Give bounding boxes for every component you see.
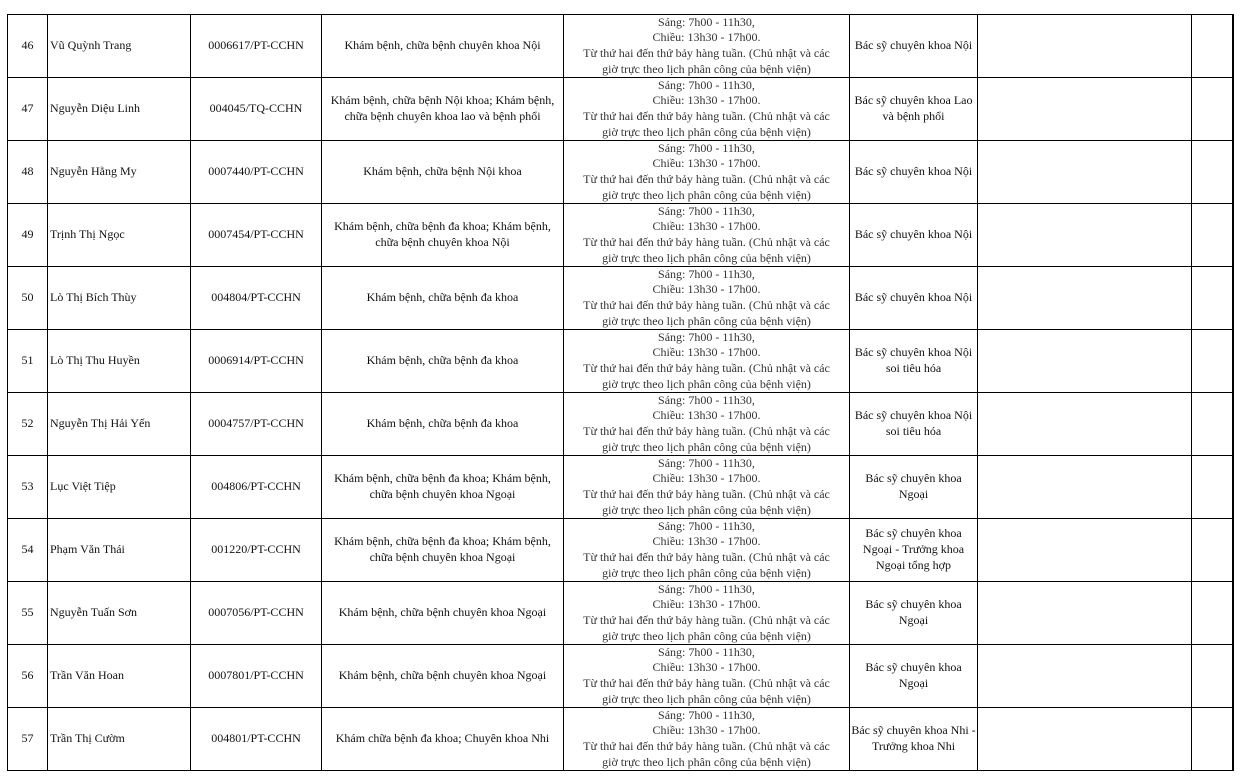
working-hours-line: Sáng: 7h00 - 11h30, (658, 456, 755, 470)
working-hours-line: giờ trực theo lịch phân công của bệnh viện) (602, 376, 811, 391)
working-hours-line: Chiều: 13h30 - 17h00. (652, 471, 761, 486)
practice-scope-cell: Khám bệnh, chữa bệnh đa khoa (322, 267, 564, 330)
empty-cell (978, 393, 1192, 456)
empty-cell (1192, 204, 1233, 267)
working-hours-line: Sáng: 7h00 - 11h30, (658, 330, 755, 344)
working-hours-line: Chiều: 13h30 - 17h00. (652, 723, 761, 738)
working-hours-line: Sáng: 7h00 - 11h30, (658, 78, 755, 92)
certificate-number-cell: 0007454/PT-CCHN (191, 204, 322, 267)
empty-cell (1192, 330, 1233, 393)
working-hours-line: Từ thứ hai đến thứ bảy hàng tuần. (Chủ nhật và các (583, 109, 830, 123)
row-number-cell: 55 (8, 582, 48, 645)
empty-cell (1192, 78, 1233, 141)
practice-scope-cell: Khám bệnh, chữa bệnh Nội khoa; Khám bệnh, chữa bệnh chuyên khoa lao và bệnh phổi (322, 78, 564, 141)
working-hours-line: Chiều: 13h30 - 17h00. (652, 156, 761, 171)
position-cell: Bác sỹ chuyên khoa Nội (850, 15, 978, 78)
working-hours-lines (565, 204, 848, 266)
working-hours-line: Từ thứ hai đến thứ bảy hàng tuần. (Chủ nhật và các (583, 676, 830, 690)
working-hours-cell (564, 582, 850, 645)
certificate-number-cell: 0007056/PT-CCHN (191, 582, 322, 645)
working-hours-lines (565, 267, 848, 329)
empty-cell (978, 78, 1192, 141)
empty-cell (1192, 645, 1233, 708)
table-row (8, 330, 1233, 393)
practice-scope-cell: Khám bệnh, chữa bệnh đa khoa; Khám bệnh, chữa bệnh chuyên khoa Ngoại (322, 519, 564, 582)
practice-scope-cell: Khám bệnh, chữa bệnh đa khoa (322, 330, 564, 393)
working-hours-cell (564, 393, 850, 456)
practitioner-name-cell: Trần Thị Cườm (48, 708, 191, 771)
practitioner-name-cell: Lò Thị Thu Huyền (48, 330, 191, 393)
practitioner-name-cell: Trịnh Thị Ngọc (48, 204, 191, 267)
working-hours-line: Sáng: 7h00 - 11h30, (658, 393, 755, 407)
row-number-cell: 54 (8, 519, 48, 582)
empty-cell (1192, 393, 1233, 456)
working-hours-line: Chiều: 13h30 - 17h00. (652, 345, 761, 360)
working-hours-cell (564, 456, 850, 519)
empty-cell (1192, 141, 1233, 204)
table-row (8, 78, 1233, 141)
table-row (8, 141, 1233, 204)
working-hours-line: Từ thứ hai đến thứ bảy hàng tuần. (Chủ nhật và các (583, 487, 830, 501)
working-hours-line: Chiều: 13h30 - 17h00. (652, 282, 761, 297)
working-hours-line: Sáng: 7h00 - 11h30, (658, 519, 755, 533)
practitioner-name-cell: Trần Văn Hoan (48, 645, 191, 708)
practitioner-name-cell: Lò Thị Bích Thùy (48, 267, 191, 330)
working-hours-line: Từ thứ hai đến thứ bảy hàng tuần. (Chủ nhật và các (583, 550, 830, 564)
row-number-cell: 52 (8, 393, 48, 456)
working-hours-lines (565, 456, 848, 518)
working-hours-line: giờ trực theo lịch phân công của bệnh viện) (602, 313, 811, 328)
working-hours-lines (565, 519, 848, 581)
working-hours-lines (565, 141, 848, 203)
position-cell: Bác sỹ chuyên khoa Ngoại - Trưởng khoa Ngoại tổng hợp (850, 519, 978, 582)
working-hours-line: giờ trực theo lịch phân công của bệnh viện) (602, 439, 811, 454)
working-hours-cell (564, 645, 850, 708)
working-hours-lines (565, 330, 848, 392)
empty-cell (1192, 267, 1233, 330)
working-hours-line: Từ thứ hai đến thứ bảy hàng tuần. (Chủ nhật và các (583, 298, 830, 312)
working-hours-line: Chiều: 13h30 - 17h00. (652, 660, 761, 675)
working-hours-line: Sáng: 7h00 - 11h30, (658, 708, 755, 722)
row-number-cell: 48 (8, 141, 48, 204)
working-hours-line: Từ thứ hai đến thứ bảy hàng tuần. (Chủ nhật và các (583, 739, 830, 753)
empty-cell (1192, 519, 1233, 582)
working-hours-line: Chiều: 13h30 - 17h00. (652, 219, 761, 234)
working-hours-cell (564, 204, 850, 267)
row-number-cell: 47 (8, 78, 48, 141)
working-hours-line: giờ trực theo lịch phân công của bệnh viện) (602, 502, 811, 517)
working-hours-line: Chiều: 13h30 - 17h00. (652, 597, 761, 612)
row-number-cell: 56 (8, 645, 48, 708)
position-cell: Bác sỹ chuyên khoa Nội (850, 267, 978, 330)
working-hours-cell (564, 267, 850, 330)
working-hours-line: Chiều: 13h30 - 17h00. (652, 534, 761, 549)
working-hours-line: Chiều: 13h30 - 17h00. (652, 30, 761, 45)
position-cell: Bác sỹ chuyên khoa Nhi - Trưởng khoa Nhi (850, 708, 978, 771)
table-row (8, 456, 1233, 519)
row-number-cell: 46 (8, 15, 48, 78)
working-hours-line: Chiều: 13h30 - 17h00. (652, 408, 761, 423)
table-row (8, 645, 1233, 708)
certificate-number-cell: 0007440/PT-CCHN (191, 141, 322, 204)
practice-scope-cell: Khám bệnh, chữa bệnh đa khoa; Khám bệnh, chữa bệnh chuyên khoa Ngoại (322, 456, 564, 519)
working-hours-line: giờ trực theo lịch phân công của bệnh viện) (602, 124, 811, 139)
working-hours-line: Sáng: 7h00 - 11h30, (658, 141, 755, 155)
working-hours-line: Từ thứ hai đến thứ bảy hàng tuần. (Chủ nhật và các (583, 361, 830, 375)
working-hours-cell (564, 708, 850, 771)
certificate-number-cell: 004806/PT-CCHN (191, 456, 322, 519)
empty-cell (1192, 582, 1233, 645)
working-hours-line: Từ thứ hai đến thứ bảy hàng tuần. (Chủ nhật và các (583, 172, 830, 186)
empty-cell (978, 267, 1192, 330)
row-number-cell: 49 (8, 204, 48, 267)
empty-cell (978, 15, 1192, 78)
empty-cell (1192, 15, 1233, 78)
working-hours-line: Từ thứ hai đến thứ bảy hàng tuần. (Chủ nhật và các (583, 235, 830, 249)
working-hours-cell (564, 141, 850, 204)
working-hours-line: giờ trực theo lịch phân công của bệnh viện) (602, 565, 811, 580)
table-row (8, 204, 1233, 267)
certificate-number-cell: 0006617/PT-CCHN (191, 15, 322, 78)
certificate-number-cell: 001220/PT-CCHN (191, 519, 322, 582)
certificate-number-cell: 004801/PT-CCHN (191, 708, 322, 771)
empty-cell (978, 456, 1192, 519)
working-hours-line: giờ trực theo lịch phân công của bệnh viện) (602, 754, 811, 769)
practice-scope-cell: Khám bệnh, chữa bệnh chuyên khoa Ngoại (322, 645, 564, 708)
practice-scope-cell: Khám chữa bệnh đa khoa; Chuyên khoa Nhi (322, 708, 564, 771)
working-hours-cell (564, 519, 850, 582)
working-hours-cell (564, 330, 850, 393)
working-hours-cell (564, 78, 850, 141)
working-hours-lines (565, 393, 848, 455)
row-number-cell: 57 (8, 708, 48, 771)
table-row (8, 267, 1233, 330)
working-hours-line: Từ thứ hai đến thứ bảy hàng tuần. (Chủ nhật và các (583, 424, 830, 438)
practitioner-name-cell: Nguyễn Thị Hải Yến (48, 393, 191, 456)
working-hours-line: giờ trực theo lịch phân công của bệnh viện) (602, 691, 811, 706)
practice-scope-cell: Khám bệnh, chữa bệnh chuyên khoa Nội (322, 15, 564, 78)
working-hours-lines (565, 708, 848, 770)
working-hours-line: Từ thứ hai đến thứ bảy hàng tuần. (Chủ nhật và các (583, 46, 830, 60)
empty-cell (978, 708, 1192, 771)
practitioner-name-cell: Vũ Quỳnh Trang (48, 15, 191, 78)
row-number-cell: 51 (8, 330, 48, 393)
row-number-cell: 50 (8, 267, 48, 330)
practitioner-name-cell: Nguyễn Hằng My (48, 141, 191, 204)
empty-cell (978, 582, 1192, 645)
working-hours-cell (564, 15, 850, 78)
table-row (8, 393, 1233, 456)
working-hours-line: Sáng: 7h00 - 11h30, (658, 267, 755, 281)
position-cell: Bác sỹ chuyên khoa Ngoại (850, 645, 978, 708)
position-cell: Bác sỹ chuyên khoa Nội (850, 141, 978, 204)
practitioner-name-cell: Nguyễn Tuấn Sơn (48, 582, 191, 645)
empty-cell (978, 204, 1192, 267)
working-hours-line: Sáng: 7h00 - 11h30, (658, 204, 755, 218)
practitioner-name-cell: Nguyễn Diệu Linh (48, 78, 191, 141)
working-hours-line: Sáng: 7h00 - 11h30, (658, 15, 755, 29)
working-hours-line: Sáng: 7h00 - 11h30, (658, 582, 755, 596)
working-hours-line: giờ trực theo lịch phân công của bệnh viện) (602, 250, 811, 265)
practice-scope-cell: Khám bệnh, chữa bệnh Nội khoa (322, 141, 564, 204)
position-cell: Bác sỹ chuyên khoa Lao và bệnh phổi (850, 78, 978, 141)
certificate-number-cell: 004804/PT-CCHN (191, 267, 322, 330)
certificate-number-cell: 004045/TQ-CCHN (191, 78, 322, 141)
working-hours-line: Từ thứ hai đến thứ bảy hàng tuần. (Chủ nhật và các (583, 613, 830, 627)
working-hours-lines (565, 582, 848, 644)
table-row (8, 708, 1233, 771)
table-row (8, 582, 1233, 645)
working-hours-lines (565, 15, 848, 77)
empty-cell (978, 519, 1192, 582)
practice-scope-cell: Khám bệnh, chữa bệnh chuyên khoa Ngoại (322, 582, 564, 645)
practitioner-table (7, 14, 1234, 771)
empty-cell (978, 141, 1192, 204)
working-hours-line: Chiều: 13h30 - 17h00. (652, 93, 761, 108)
working-hours-line: giờ trực theo lịch phân công của bệnh viện) (602, 187, 811, 202)
position-cell: Bác sỹ chuyên khoa Ngoại (850, 456, 978, 519)
row-number-cell: 53 (8, 456, 48, 519)
working-hours-lines (565, 645, 848, 707)
table-row (8, 15, 1233, 78)
position-cell: Bác sỹ chuyên khoa Ngoại (850, 582, 978, 645)
empty-cell (978, 330, 1192, 393)
position-cell: Bác sỹ chuyên khoa Nội soi tiêu hóa (850, 330, 978, 393)
practitioner-name-cell: Lục Việt Tiệp (48, 456, 191, 519)
working-hours-lines (565, 78, 848, 140)
certificate-number-cell: 0007801/PT-CCHN (191, 645, 322, 708)
empty-cell (1192, 708, 1233, 771)
practice-scope-cell: Khám bệnh, chữa bệnh đa khoa; Khám bệnh, chữa bệnh chuyên khoa Nội (322, 204, 564, 267)
practice-scope-cell: Khám bệnh, chữa bệnh đa khoa (322, 393, 564, 456)
empty-cell (1192, 456, 1233, 519)
position-cell: Bác sỹ chuyên khoa Nội soi tiêu hóa (850, 393, 978, 456)
working-hours-line: Sáng: 7h00 - 11h30, (658, 645, 755, 659)
certificate-number-cell: 0004757/PT-CCHN (191, 393, 322, 456)
working-hours-line: giờ trực theo lịch phân công của bệnh viện) (602, 61, 811, 76)
position-cell: Bác sỹ chuyên khoa Nội (850, 204, 978, 267)
empty-cell (978, 645, 1192, 708)
practitioner-name-cell: Phạm Văn Thái (48, 519, 191, 582)
certificate-number-cell: 0006914/PT-CCHN (191, 330, 322, 393)
working-hours-line: giờ trực theo lịch phân công của bệnh viện) (602, 628, 811, 643)
table-row (8, 519, 1233, 582)
